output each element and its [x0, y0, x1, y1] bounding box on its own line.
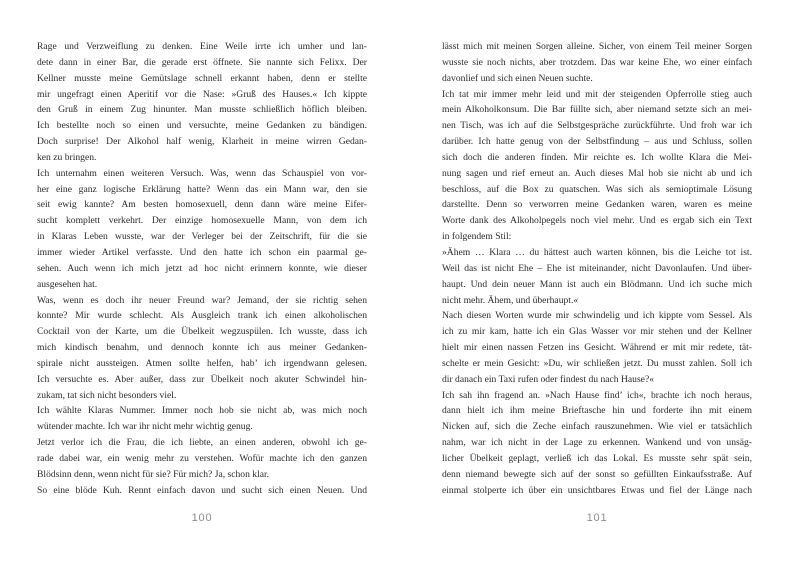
- page-number-right: 101: [586, 512, 608, 524]
- text-line: Ich tat mir immer mehr leid und mit der steigenden Opferrolle stieg auch: [442, 88, 752, 100]
- page-right-text: [442, 39, 752, 498]
- text-line: Ich sah ihn fragend an. »Nach Hause find’ ich«, brachte ich noch heraus,: [442, 389, 752, 401]
- text-line: den Gruß in einem Zug hinunter. Man musste schließlich höflich bleiben.: [37, 104, 367, 116]
- text-line: ausgesehen hat.: [37, 278, 98, 290]
- text-line: wusste sie noch nichts, aber trotzdem. Das war keine Ehe, wo einer einfach: [442, 56, 752, 68]
- text-line: immer wieder Artikel verfasste. Und den hatte ich schon ein paarmal ge-: [37, 246, 367, 258]
- text-line: Weil das ist nicht Ehe – Ehe ist miteinander, nicht Davonlaufen. Und über-: [442, 262, 752, 274]
- text-line: lässt mich mit meinen Sorgen alleine. Sicher, von einem Teil meiner Sorgen: [442, 41, 752, 52]
- text-line: sehen. Auch wenn ich mich jetzt ad hoc nicht erinnern konnte, wie dieser: [37, 262, 367, 274]
- text-line: zukam, tat sich nicht besonders viel.: [37, 389, 177, 401]
- text-line: beschloss, auf die Box zu quatschen. Was sich als semioptimale Lösung: [442, 183, 752, 195]
- text-line: sich doch die anderen finden. Mir reichte es. Ich wollte Klara die Mei-: [442, 151, 752, 163]
- text-line: denn niemand bewegte sich auf der sonst so gefüllten Einkaufsstraße. Auf: [442, 468, 752, 480]
- text-line: Cocktail von der Karte, um die Übelkeit wegzuspülen. Ich wusste, dass ich: [37, 326, 367, 338]
- text-line: dann hielt ich ihm meine Brieftasche hin und forderte ihn mit einem: [442, 405, 752, 417]
- text-line: Blödsinn denn, wenn nicht für sie? Für mich? Ja, schon klar.: [37, 468, 270, 480]
- text-line: nung sagen und rief erneut an. Auch dieses Mal hob sie nicht ab und ich: [442, 167, 752, 179]
- page-number-left: 100: [191, 512, 213, 524]
- text-line: Jetzt verlor ich die Frau, die ich liebte, an einen anderen, obwohl ich ge-: [37, 437, 367, 449]
- text-line: mein Alkoholkonsum. Die Bar füllte sich, aber niemand setzte sich an mei-: [442, 104, 752, 116]
- text-line: rade dabei war, ein wenig mehr zu verstehen. Wofür machte ich den ganzen: [37, 452, 367, 464]
- text-line: mir ungefragt einen Aperitif vor die Nase: »Gruß des Hauses.« Ich kippte: [37, 88, 367, 100]
- text-line: Ich versuchte es. Aber außer, dass zur Übelkeit noch akuter Schwindel hin-: [37, 373, 367, 385]
- text-line: Nach diesen Worten wurde mir schwindelig und ich kippte vom Sessel. Als: [442, 310, 752, 322]
- text-line: einmal stolperte ich über ein unsichtbares Etwas und fiel der Länge nach: [442, 484, 752, 496]
- text-line: nen Tisch, was ich auf die Selbstgespräche zurückführte. Und froh war ich: [442, 120, 752, 132]
- text-line: Nicken auf, sich die Zeche einfach rauszunehmen. Wie viel er tatsächlich: [442, 421, 752, 433]
- text-line: nahm, war ich nicht in der Lage zu erkennen. Wankend und von unsäg-: [442, 437, 752, 449]
- text-line: darstellte. Denn so verworren meine Gedanken waren, waren es meine: [442, 199, 752, 211]
- text-line: schelte er mein Gesicht: »Du, wir schließen jetzt. Du musst zahlen. Soll ich: [442, 357, 752, 369]
- text-line: mich kindisch benahm, und dennoch konnte ich aus meiner Gedanken-: [37, 342, 367, 354]
- text-line: hielt mir einen nassen Fetzen ins Gesicht. Während er mit mir redete, tät-: [442, 342, 752, 354]
- text-line: ich zu mir kam, hatte ich ein Glas Wasser vor mir stehen und der Kellner: [442, 326, 752, 338]
- text-line: spirale nicht aussteigen. Atmen sollte helfen, hab’ ich irgendwann gelesen.: [37, 357, 367, 369]
- text-line: davonlief und sich einen Neuen suchte.: [442, 72, 593, 84]
- text-line: Ich unternahm einen weiteren Versuch. Was, wenn das Schauspiel von vor-: [37, 167, 367, 179]
- text-line: seit ewig kannte? Am besten homosexuell, denn dann wäre meine Eifer-: [37, 199, 367, 211]
- text-line: wütender machte. Ich war ihr nicht mehr wichtig genug.: [37, 421, 253, 433]
- text-line: darüber. Ich hatte genug von der Selbstfindung – aus und Schluss, sollen: [442, 136, 752, 148]
- text-line: Kellner musste meine Gemütslage schnell erkannt haben, denn er stellte: [37, 72, 367, 84]
- text-line: dir danach ein Taxi rufen oder findest du nach Hause?«: [442, 373, 654, 385]
- text-line: Ich wählte Klaras Nummer. Immer noch hob sie nicht ab, was mich noch: [37, 405, 367, 417]
- text-line: Ich bestellte noch so einen und versuchte, meine Gedanken zu bändigen.: [37, 120, 367, 132]
- text-line: licher Übelkeit geplagt, verließ ich das Lokal. Es musste sehr spät sein,: [442, 452, 752, 464]
- text-line: in Klaras Leben wusste, war der Verleger bei der Zeitschrift, für die sie: [37, 231, 367, 243]
- text-line: Rage und Verzweiflung zu denken. Eine Weile irrte ich umher und lan-: [37, 41, 367, 52]
- text-line: in folgendem Stil:: [442, 231, 512, 243]
- text-line: So eine blöde Kuh. Rennt einfach davon und sucht sich einen Neuen. Und: [37, 484, 367, 496]
- text-line: nicht mehr. Ähem, und überhaupt.«: [442, 294, 579, 306]
- text-line: konnte? Mir wurde schlecht. Als Ausgleich trank ich einen alkoholischen: [37, 310, 367, 322]
- page-left-text: [37, 39, 367, 498]
- text-line: Worte dank des Alkoholpegels noch viel mehr. Und es ergab sich ein Text: [442, 215, 752, 227]
- text-line: sucht komplett verkehrt. Der einzige homosexuelle Mann, von dem ich: [37, 215, 367, 227]
- text-line: her eine ganz logische Erklärung hatte? Wenn das ein Mann war, den sie: [37, 183, 367, 195]
- text-line: Doch surprise! Der Alkohol half wenig, Klarheit in meine wirren Gedan-: [37, 136, 367, 148]
- text-line: haupt. Und dein neuer Mann ist auch ein Blödmann. Und ich suche mich: [442, 278, 752, 290]
- text-line: »Ähem … Klara … du hättest auch warten können, bis die Leiche tot ist.: [442, 246, 752, 258]
- text-line: ken zu bringen.: [37, 151, 97, 163]
- text-line: Was, wenn es doch ihr neuer Freund war? Jemand, der sie richtig sehen: [37, 294, 367, 306]
- text-line: dete dann in einer Bar, die gerade erst öffnete. Sie nannte sich Felixx. Der: [37, 56, 367, 68]
